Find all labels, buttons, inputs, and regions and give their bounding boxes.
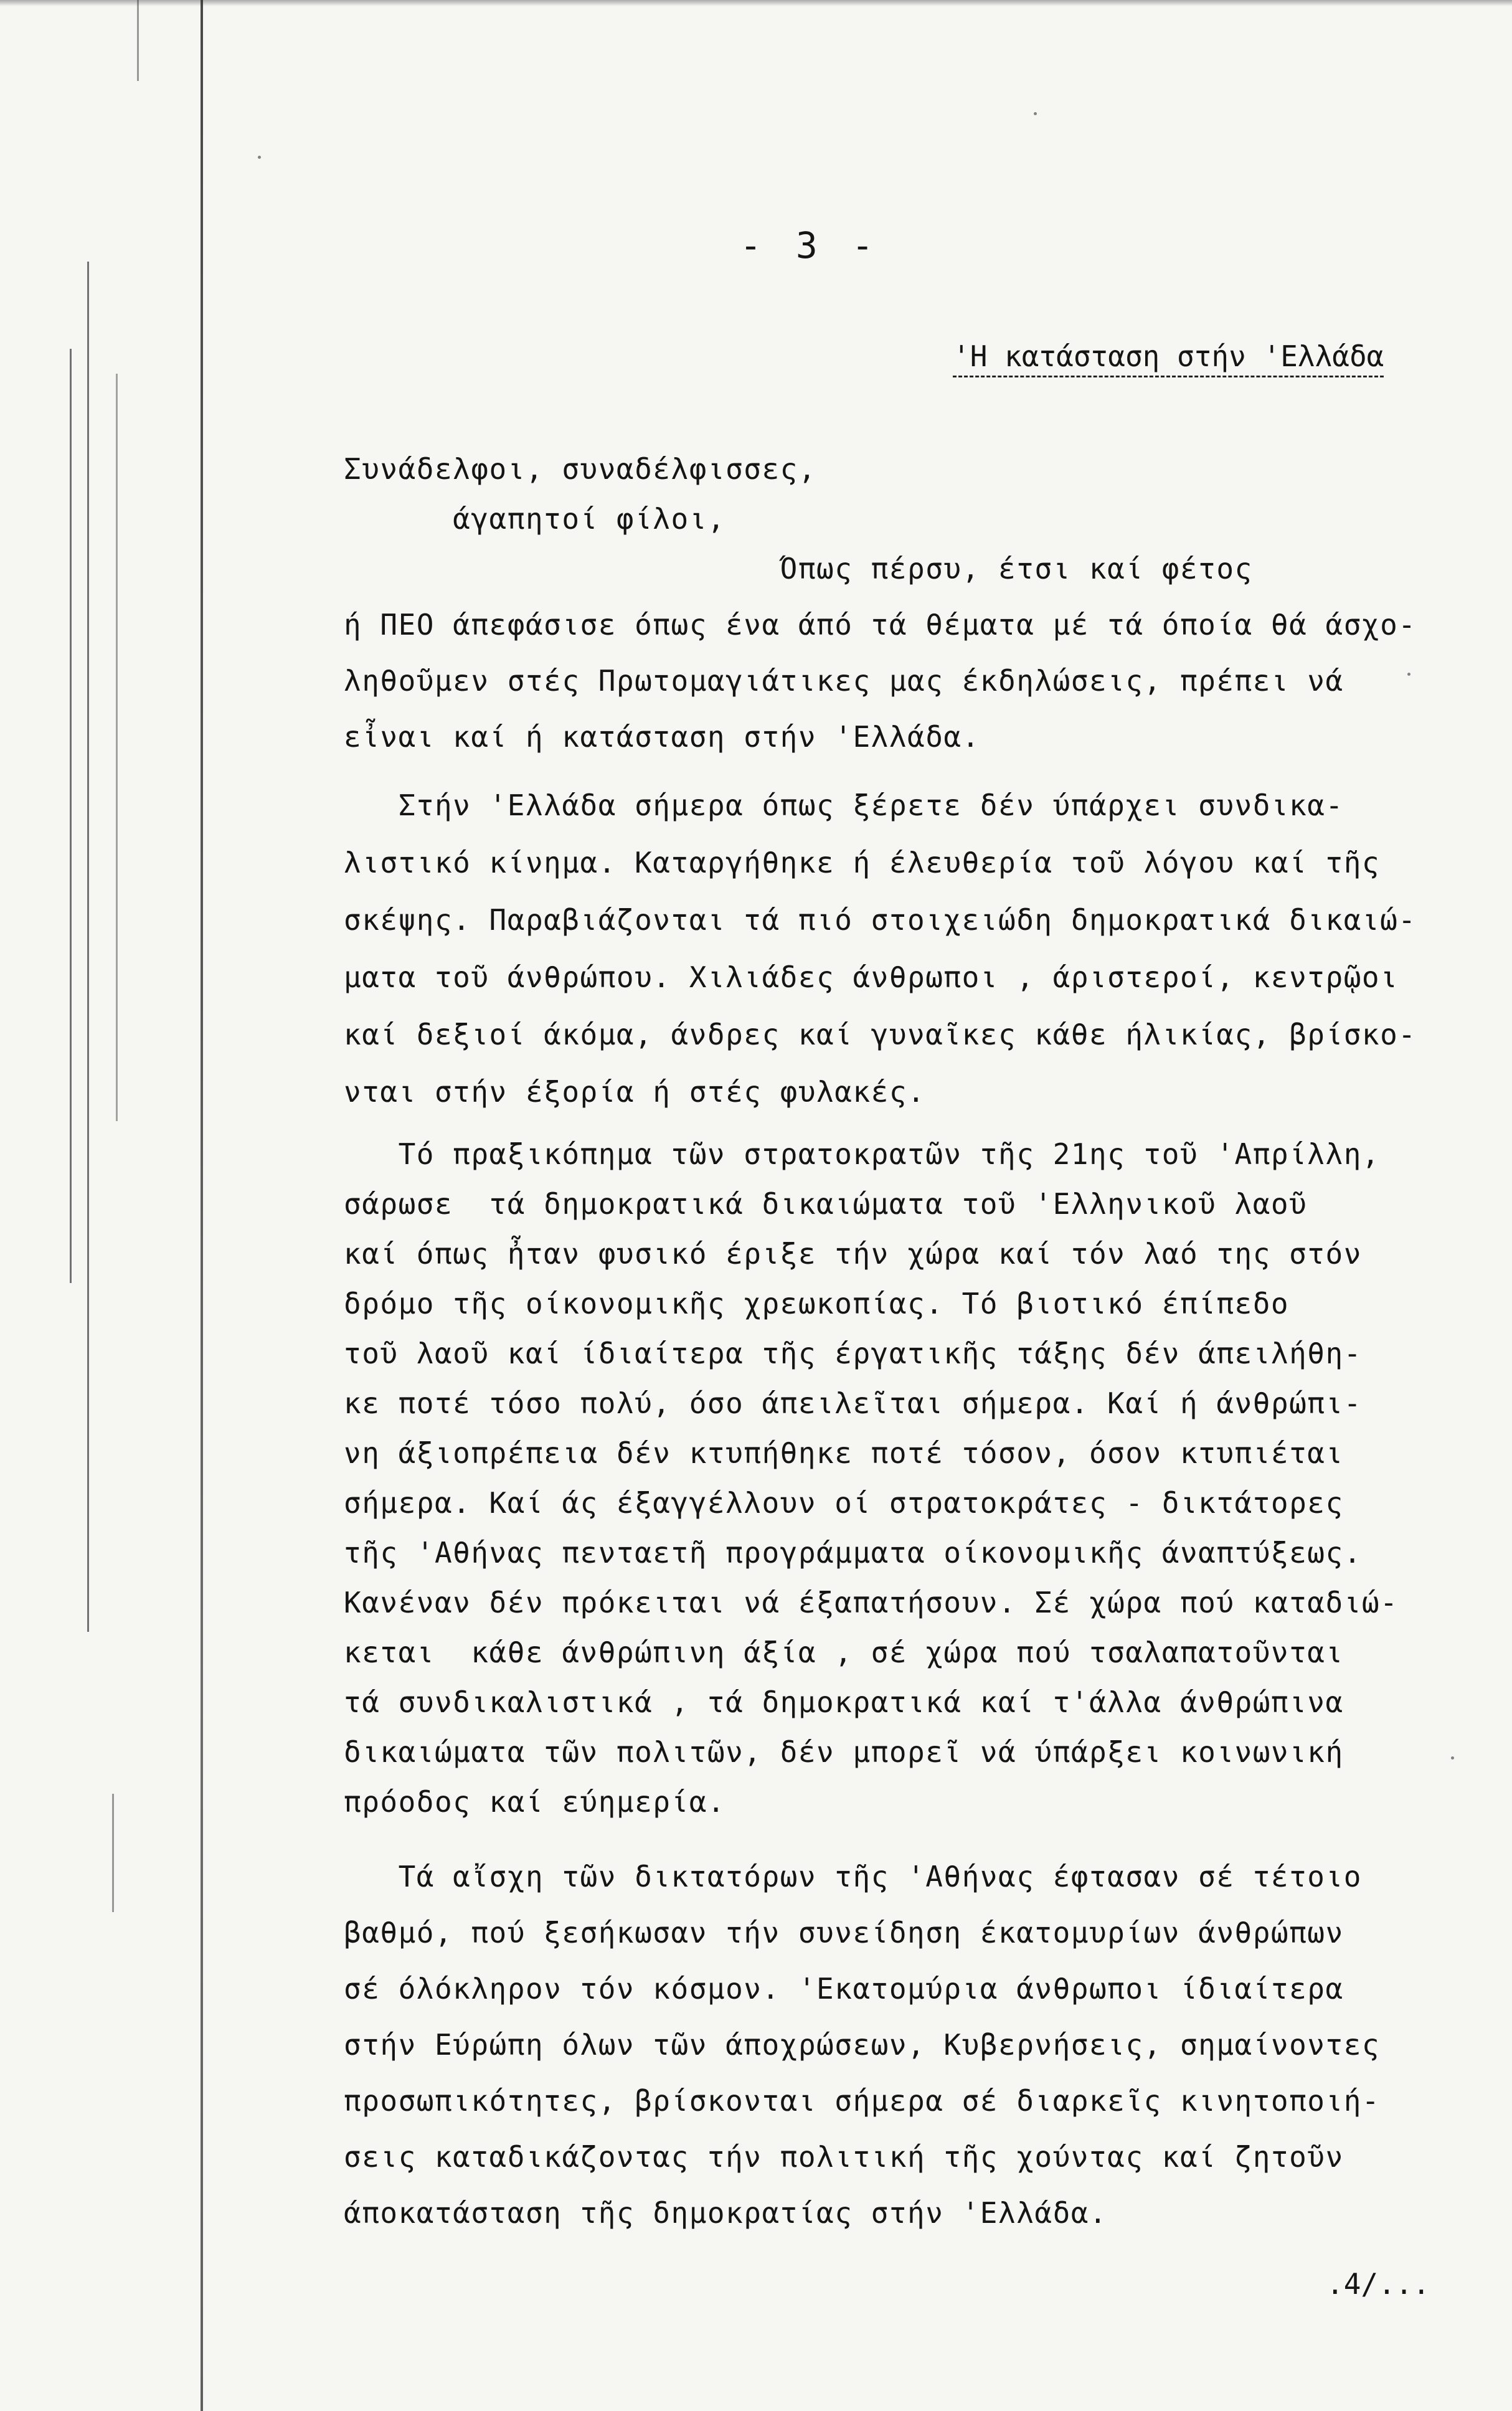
text-line: δικαιώματα τῶν πολιτῶν, δέν μπορεῖ νά ύπάρξει κοινωνική (344, 1735, 1344, 1769)
text-line: στήν Εύρώπη όλων τῶν άποχρώσεων, Κυβερνήσεις, σημαίνοντες (344, 2028, 1381, 2062)
text-line: ή ΠΕΟ άπεφάσισε όπως ένα άπό τά θέματα μέ τά όποία θά άσχο- (344, 608, 1417, 642)
greeting-line: άγαπητοί φίλοι, (344, 502, 726, 536)
text-line: προσωπικότητες, βρίσκονται σήμερα σέ διαρκεῖς κινητοποιή- (344, 2084, 1381, 2118)
text-line: σάρωσε τά δημοκρατικά δικαιώματα τοῦ 'Ελληνικοῦ λαοῦ (344, 1187, 1308, 1221)
text-line: τῆς 'Αθήνας πενταετῆ προγράμματα οίκονομικῆς άναπτύξεως. (344, 1536, 1362, 1570)
text-line: εἶναι καί ή κατάσταση στήν 'Ελλάδα. (344, 720, 980, 754)
scan-streak (70, 349, 72, 1283)
greeting-line: Συνάδελφοι, συναδέλφισσες, (344, 452, 817, 486)
continuation-marker: .4/... (1326, 2267, 1430, 2301)
text-line: ματα τοῦ άνθρώπου. Χιλιάδες άνθρωποι , άριστεροί, κεντρῷοι (344, 960, 1399, 994)
scan-speck (1034, 112, 1037, 115)
scan-margin-line (201, 0, 203, 2411)
text-line: Στήν 'Ελλάδα σήμερα όπως ξέρετε δέν ύπάρχει συνδικα- (344, 789, 1344, 822)
text-line: άποκατάσταση τῆς δημοκρατίας στήν 'Ελλάδα. (344, 2196, 1108, 2230)
text-line: σεις καταδικάζοντας τήν πολιτική τῆς χούντας καί ζητοῦν (344, 2140, 1344, 2174)
text-line: κεται κάθε άνθρώπινη άξία , σέ χώρα πού τσαλαπατοῦνται (344, 1636, 1344, 1669)
scan-speck (1451, 1756, 1454, 1760)
scan-streak (112, 1794, 114, 1912)
text-line: τά συνδικαλιστικά , τά δημοκρατικά καί τ'άλλα άνθρώπινα (344, 1685, 1344, 1719)
scan-streak (137, 0, 139, 81)
text-line: νται στήν έξορία ή στές φυλακές. (344, 1075, 926, 1109)
text-line: σήμερα. Καί άς έξαγγέλλουν οί στρατοκράτες - δικτάτορες (344, 1486, 1344, 1520)
text-line: λιστικό κίνημα. Καταργήθηκε ή έλευθερία τοῦ λόγου καί τῆς (344, 846, 1381, 879)
text-line: Τό πραξικόπημα τῶν στρατοκρατῶν τῆς 21ης τοῦ 'Απρίλλη, (344, 1137, 1381, 1171)
scan-speck (258, 156, 261, 159)
text-line: τοῦ λαοῦ καί ίδιαίτερα τῆς έργατικῆς τάξης δέν άπειλήθη- (344, 1337, 1362, 1370)
text-line: Τά αἴσχη τῶν δικτατόρων τῆς 'Αθήνας έφτασαν σέ τέτοιο (344, 1860, 1362, 1893)
text-line: καί όπως ἦταν φυσικό έριξε τήν χώρα καί τόν λαό της στόν (344, 1237, 1362, 1271)
scan-top-edge (0, 0, 1512, 6)
scan-streak (87, 262, 89, 1632)
page-number: - 3 - (740, 224, 880, 267)
text-line: νη άξιοπρέπεια δέν κτυπήθηκε ποτέ τόσον, όσον κτυπιέται (344, 1436, 1344, 1470)
text-line: κε ποτέ τόσο πολύ, όσο άπειλεῖται σήμερα. Καί ή άνθρώπι- (344, 1386, 1362, 1420)
text-line: βαθμό, πού ξεσήκωσαν τήν συνείδηση έκατομυρίων άνθρώπων (344, 1916, 1344, 1949)
text-line: Όπως πέρσυ, έτσι καί φέτος (344, 552, 1253, 585)
text-line: καί δεξιοί άκόμα, άνδρες καί γυναῖκες κάθε ήλικίας, βρίσκο- (344, 1018, 1417, 1051)
text-line: Κανέναν δέν πρόκειται νά έξαπατήσουν. Σέ χώρα πού καταδιώ- (344, 1586, 1399, 1619)
text-line: ληθοῦμεν στές Πρωτομαγιάτικες μας έκδηλώσεις, πρέπει νά (344, 664, 1344, 698)
text-line: σέ όλόκληρον τόν κόσμον. 'Εκατομύρια άνθρωποι ίδιαίτερα (344, 1972, 1344, 2006)
section-heading: 'Η κατάσταση στήν 'Ελλάδα (953, 339, 1384, 377)
text-line: σκέψης. Παραβιάζονται τά πιό στοιχειώδη δημοκρατικά δικαιώ- (344, 903, 1417, 937)
scan-streak (116, 374, 118, 1121)
scan-speck (1407, 673, 1410, 676)
text-line: πρόοδος καί εύημερία. (344, 1785, 726, 1819)
text-line: δρόμο τῆς οίκονομικῆς χρεωκοπίας. Τό βιοτικό έπίπεδο (344, 1287, 1290, 1320)
